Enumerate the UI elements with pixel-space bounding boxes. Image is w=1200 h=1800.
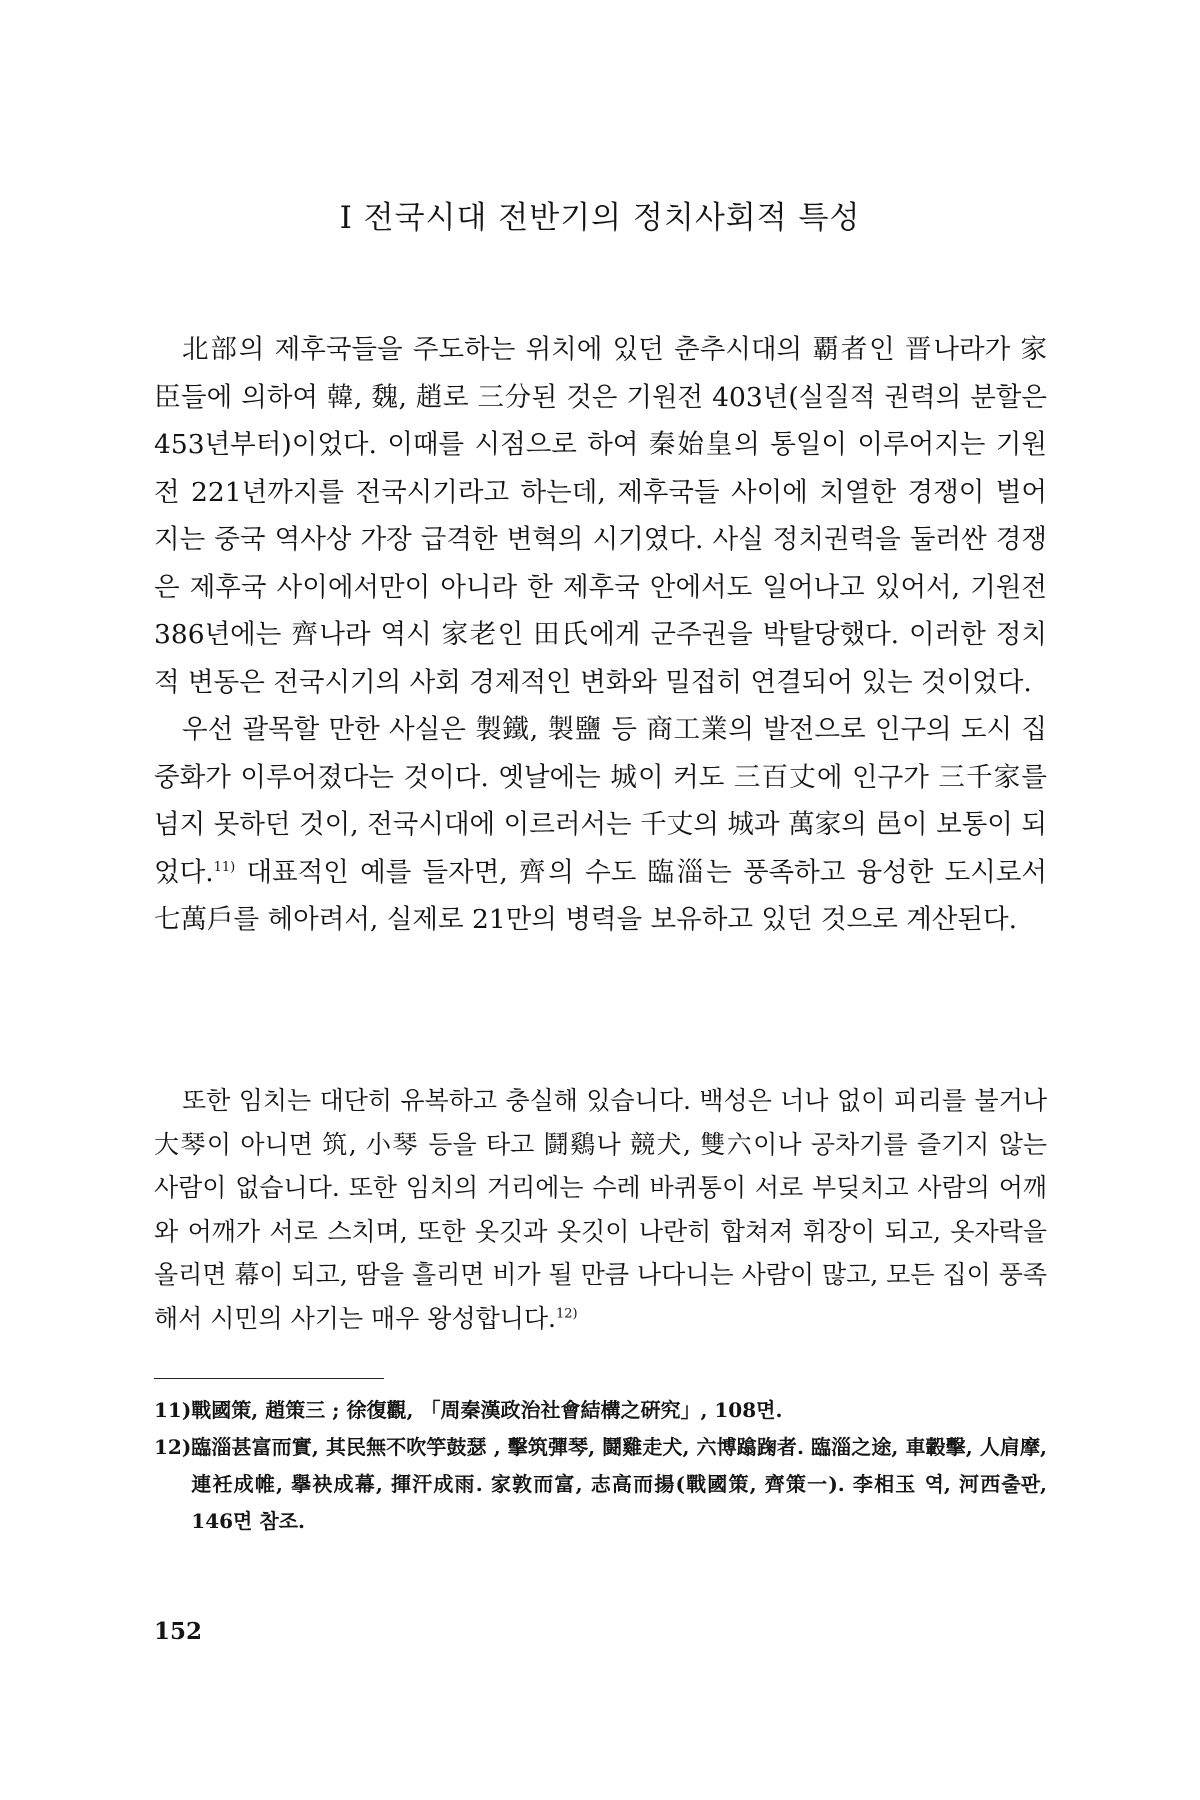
footnote-11 [154, 1392, 1047, 1429]
footnote-ref-11[interactable]: 11) [213, 859, 236, 875]
footnote-12 [154, 1429, 1047, 1540]
footnote-number: 11) [154, 1398, 192, 1422]
footnote-ref-12[interactable]: 12) [556, 1306, 578, 1322]
footnote-number: 12) [154, 1435, 192, 1459]
footnote-divider [154, 1378, 384, 1379]
paragraph-1 [154, 326, 1047, 706]
page-number: 152 [154, 1618, 203, 1645]
footnote-text: 臨淄甚富而實, 其民無不吹竽鼓瑟 , 擊筑彈琴, 鬪雞走犬, 六博蹹踘者. 臨淄之途, 車轂擊, 人肩摩, 連衽成帷, 擧袂成幕, 揮汗成雨. 家敦而富, 志高而揚(戰國策, 齊策一). 李相玉 역, 河西출판, 146면 참조. [191, 1435, 1047, 1533]
section-title: Ⅰ 전국시대 전반기의 정치사회적 특성 [339, 200, 861, 236]
paragraph-2-text-b: 대표적인 예를 들자면, 齊의 수도 臨淄는 풍족하고 융성한 도시로서 七萬戶를 헤아려서, 실제로 21만의 병력을 보유하고 있던 것으로 계산된다. [154, 856, 1047, 935]
quote-paragraph [154, 1079, 1047, 1340]
footnotes [154, 1392, 1047, 1540]
paragraph-2 [154, 706, 1047, 944]
quote-text: 또한 임치는 대단히 유복하고 충실해 있습니다. 백성은 너나 없이 피리를 불거나 大琴이 아니면 筑, 小琴 등을 타고 鬪鷄나 競犬, 雙六이나 공차기를 즐기지 않는 사람이 없습니다. 또한 임치의 거리에는 수레 바퀴통이 서로 부딪치고 사람의 어깨와 어깨가 서로 스치며, 또한 옷깃과 옷깃이 나란히 합쳐져 휘장이 되고, 옷자락을 올리면 幕이 되고, 땀을 흘리면 비가 될 만큼 나다니는 사람이 많고, 모든 집이 풍족해서 시민의 사기는 매우 왕성합니다. [154, 1086, 1047, 1333]
block-quote [154, 1079, 1047, 1340]
paragraph-1-text: 北部의 제후국들을 주도하는 위치에 있던 춘추시대의 覇者인 晋나라가 家臣들에 의하여 韓, 魏, 趙로 三分된 것은 기원전 403년(실질적 권력의 분할은 453년부터)이었다. 이때를 시점으로 하여 秦始皇의 통일이 이루어지는 기원전 221년까지를 전국시기라고 하는데, 제후국들 사이에 치열한 경쟁이 벌어지는 중국 역사상 가장 급격한 변혁의 시기였다. 사실 정치권력을 둘러싼 경쟁은 제후국 사이에서만이 아니라 한 제후국 안에서도 일어나고 있어서, 기원전 386년에는 齊나라 역시 家老인 田氏에게 군주권을 박탈당했다. 이러한 정치적 변동은 전국시기의 사회 경제적인 변화와 밀접히 연결되어 있는 것이었다. [154, 334, 1047, 698]
paragraph-2-text-a: 우선 괄목할 만한 사실은 製鐵, 製鹽 등 商工業의 발전으로 인구의 도시 집중화가 이루어졌다는 것이다. 옛날에는 城이 커도 三百丈에 인구가 三千家를 넘지 못하던 것이, 전국시대에 이르러서는 千丈의 城과 萬家의 邑이 보통이 되었다. [154, 714, 1047, 888]
body-text [154, 326, 1047, 944]
footnote-text: 戰國策, 趙策三 ; 徐復觀, 「周秦漢政治社會結構之硏究」, 108면. [191, 1398, 783, 1422]
